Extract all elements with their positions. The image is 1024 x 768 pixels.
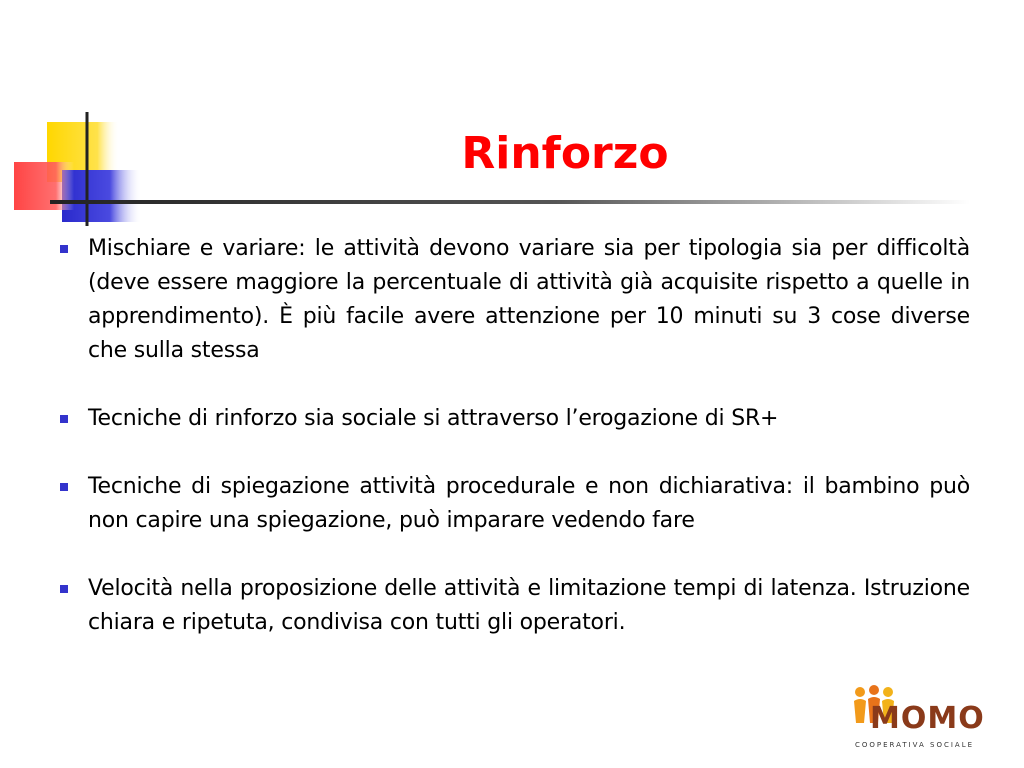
bullet-list — [58, 232, 970, 674]
title-underline — [50, 199, 970, 205]
square-bullet-icon — [60, 415, 68, 423]
bullet-item — [58, 572, 970, 640]
bullet-text: Tecniche di spiegazione attività procedurale e non dichiarativa: il bambino può non capire una spiegazione, può imparare vedendo fare — [88, 474, 970, 533]
momo-logo — [850, 685, 985, 757]
square-bullet-icon — [60, 245, 68, 253]
bullet-text: Mischiare e variare: le attività devono variare sia per tipologia sia per difficoltà (deve essere maggiore la percentuale di attività già acquisite rispetto a quelle in apprendimento). È più facile avere attenzione per 10 minuti su 3 cose diverse che sulla stessa — [88, 236, 970, 363]
square-bullet-icon — [60, 585, 68, 593]
logo-subtitle: COOPERATIVA SOCIALE — [854, 741, 975, 749]
bullet-item — [58, 402, 970, 436]
bullet-text: Tecniche di rinforzo sia sociale si attraverso l’erogazione di SR+ — [88, 406, 779, 431]
bullet-text: Velocità nella proposizione delle attività e limitazione tempi di latenza. Istruzione chiara e ripetuta, condivisa con tutti gli operatori. — [88, 576, 970, 635]
logo-wordmark: MOMO — [870, 701, 985, 736]
bullet-item — [58, 470, 970, 538]
bullet-item — [58, 232, 970, 368]
slide-title: Rinforzo — [461, 128, 669, 179]
square-bullet-icon — [60, 483, 68, 491]
